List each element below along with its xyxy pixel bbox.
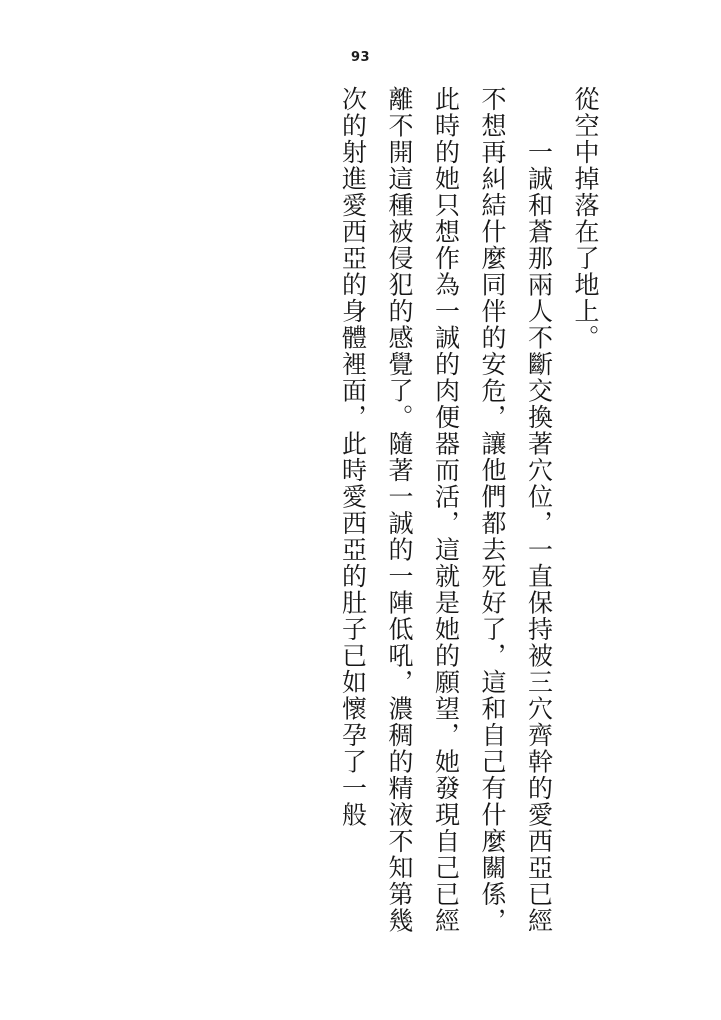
paragraph-new: 一誠和蒼那兩人不斷交換著穴位，一直保持被三穴齊幹的愛西亞已經不想再糾結什麼同伴的安危，讓他們都去死好了，這和自己有什麼關係，此時的她只想作為一誠的肉便器而活，這就是她的願望，她發現自己已經離不開這種被侵犯的感覺了。隨著一誠的一陣低吼，濃稠的精液不知第幾次的射進愛西亞的身體裡面，此時愛西亞的肚子已如懷孕了一般 <box>338 86 554 934</box>
vertical-text-block <box>329 86 608 938</box>
page-number: 93 <box>350 50 371 65</box>
paragraph-ending: 從空中掉落在了地上。 <box>571 86 600 351</box>
